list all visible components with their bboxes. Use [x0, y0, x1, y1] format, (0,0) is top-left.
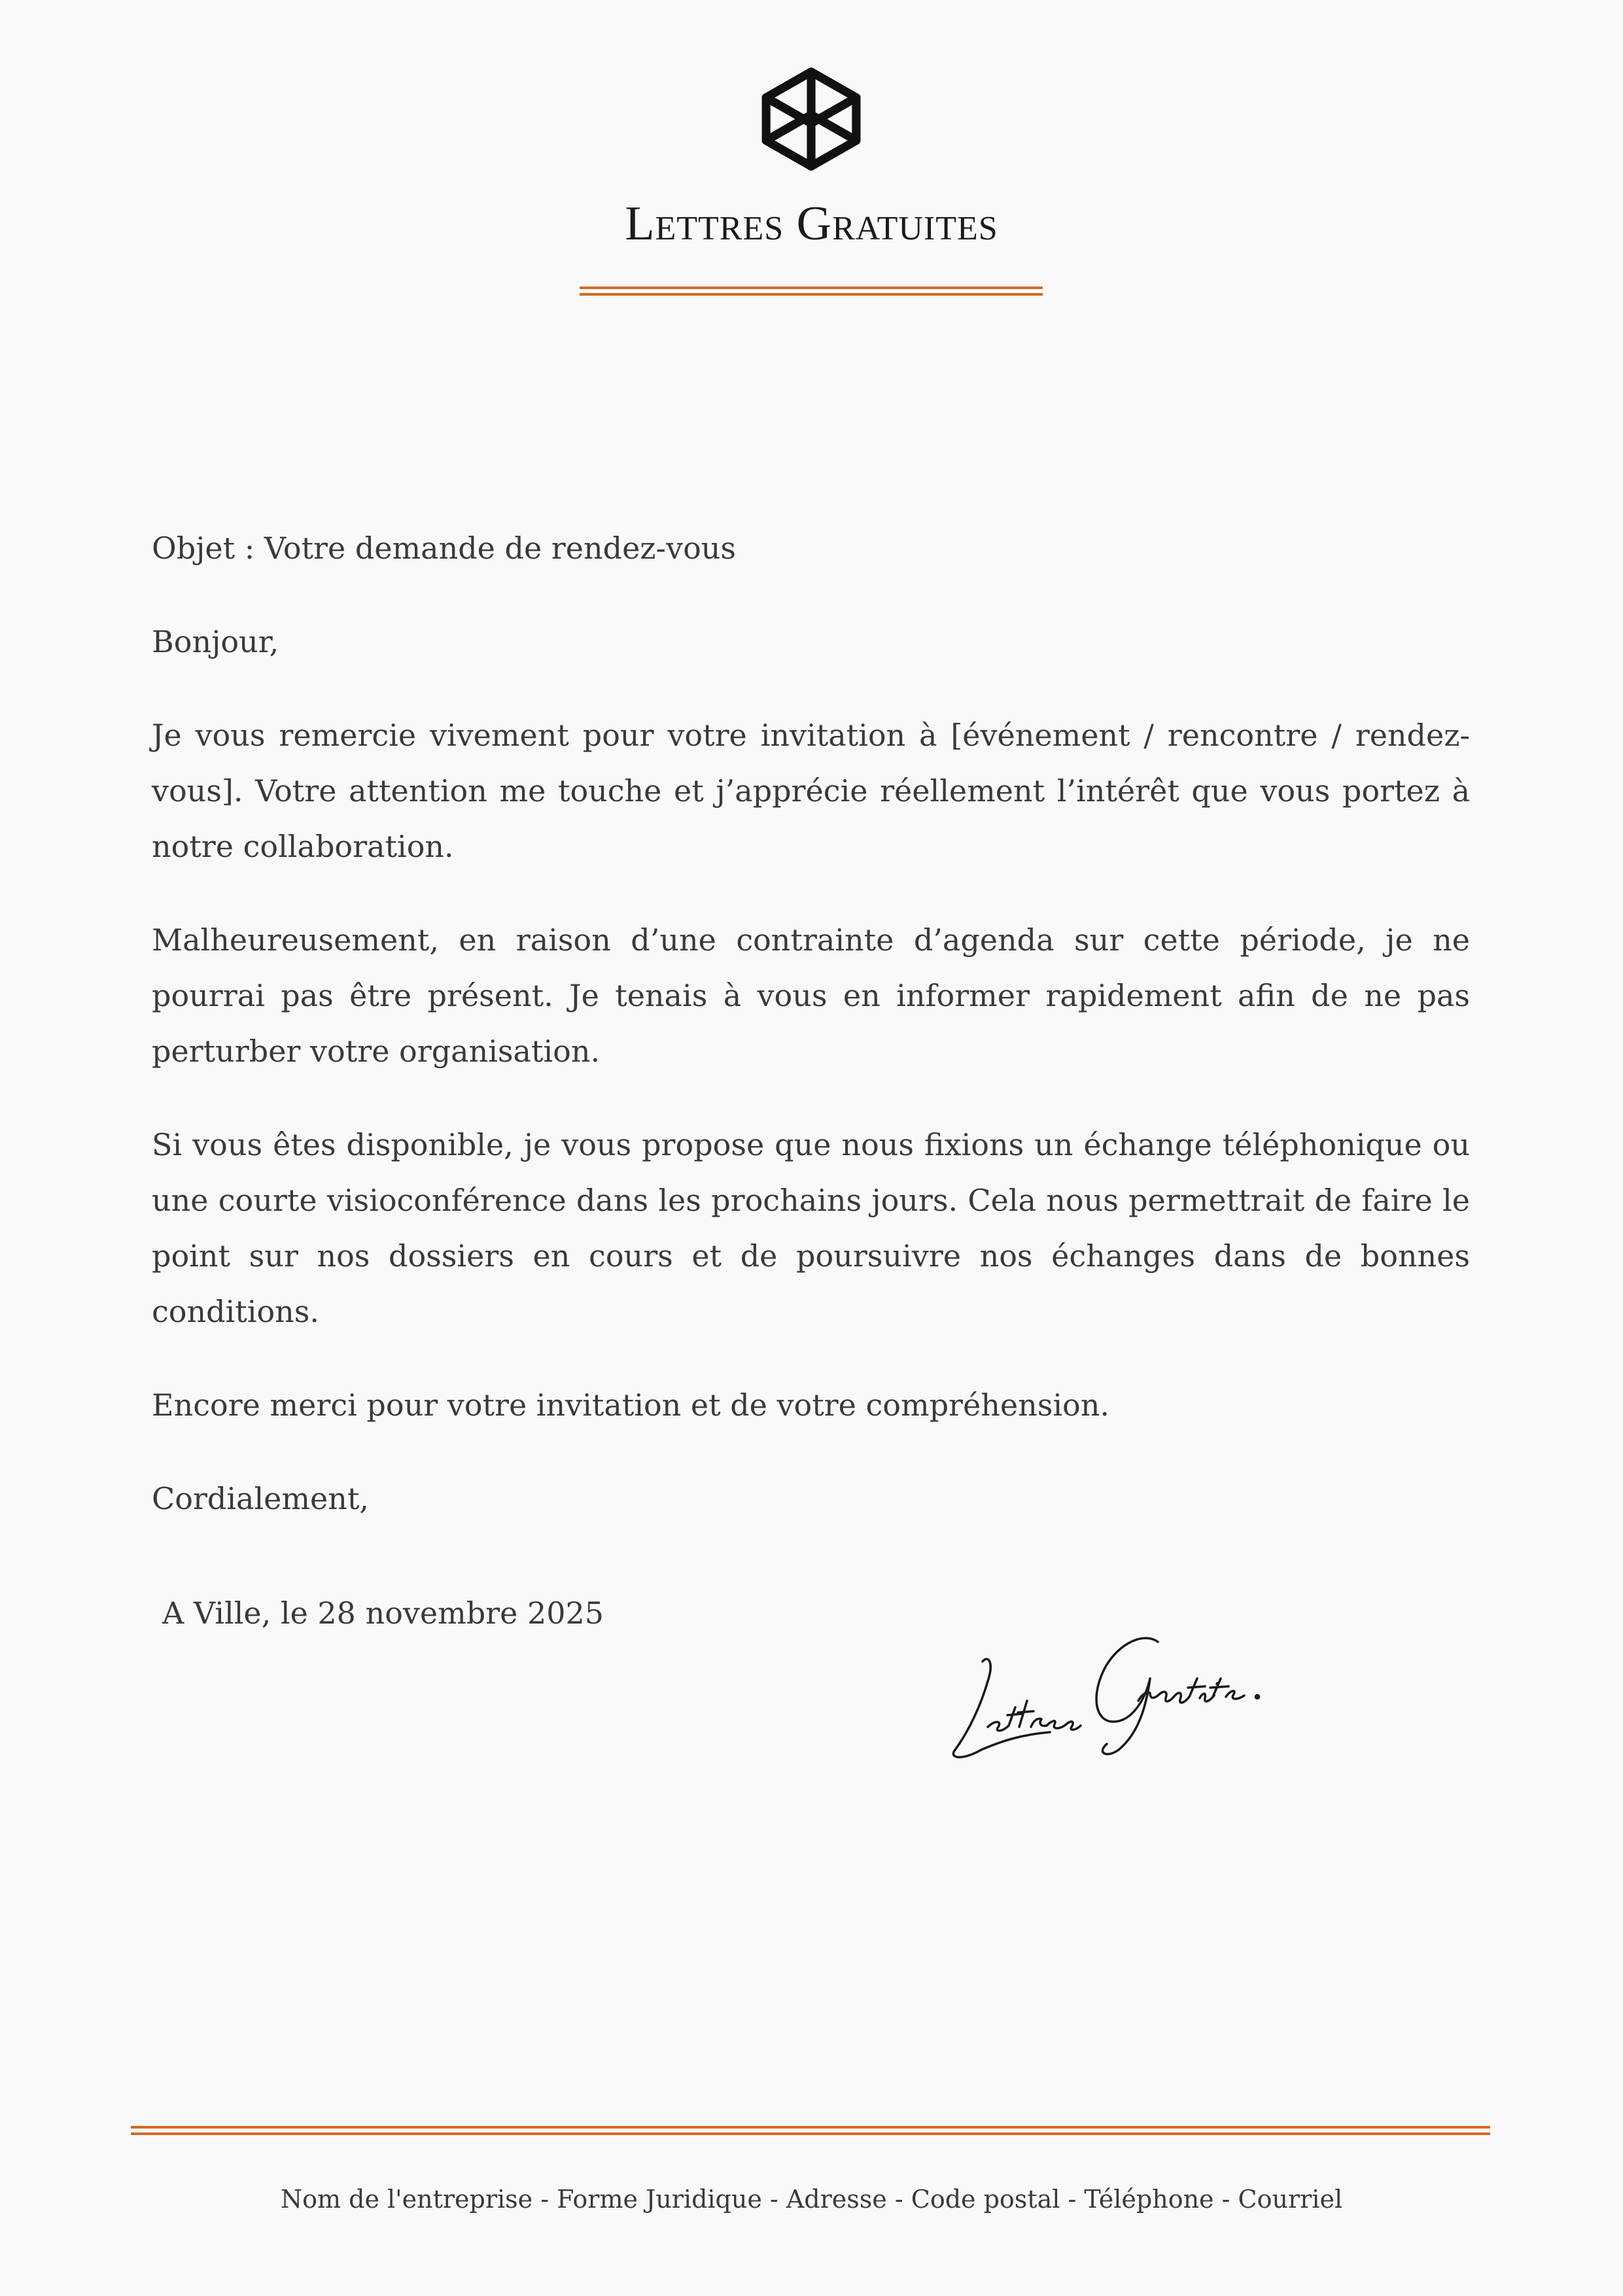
letter-body	[152, 521, 1470, 1565]
brand-title: Lettres Gratuites	[625, 197, 998, 251]
brand-double-rule	[580, 287, 1043, 296]
letter-closing: Cordialement,	[152, 1481, 369, 1516]
place-date: A Ville, le 28 novembre 2025	[162, 1595, 604, 1631]
letter-paragraph: Malheureusement, en raison d’une contrainte d’agenda sur cette période, je ne pourrai pas être présent. Je tenais à vous en informer rapidement afin de ne pas perturber votre organisation.	[152, 922, 1470, 1069]
footer-double-rule	[131, 2126, 1490, 2135]
letter-paragraph: Si vous êtes disponible, je vous propose que nous fixions un échange téléphonique ou une courte visioconférence dans les prochains jours. Cela nous permettrait de faire le point sur nos dossiers en cours et de poursuivre nos échanges dans de bonnes conditions.	[152, 1127, 1470, 1329]
footer-company-info: Nom de l'entreprise - Forme Juridique - Adresse - Code postal - Téléphone - Courriel	[280, 2185, 1343, 2214]
letter-subject: Objet : Votre demande de rendez-vous	[152, 531, 737, 566]
cube-outline-icon	[758, 65, 865, 173]
letter-paragraph: Je vous remercie vivement pour votre invitation à [événement / rencontre / rendez-vous]. Votre attention me touche et j’apprécie réellement l’intérêt que vous portez à notre collaboration.	[152, 718, 1470, 864]
handwritten-signature	[942, 1616, 1295, 1773]
letter-paragraph: Encore merci pour votre invitation et de votre compréhension.	[152, 1387, 1109, 1423]
letter-greeting: Bonjour,	[152, 624, 279, 659]
